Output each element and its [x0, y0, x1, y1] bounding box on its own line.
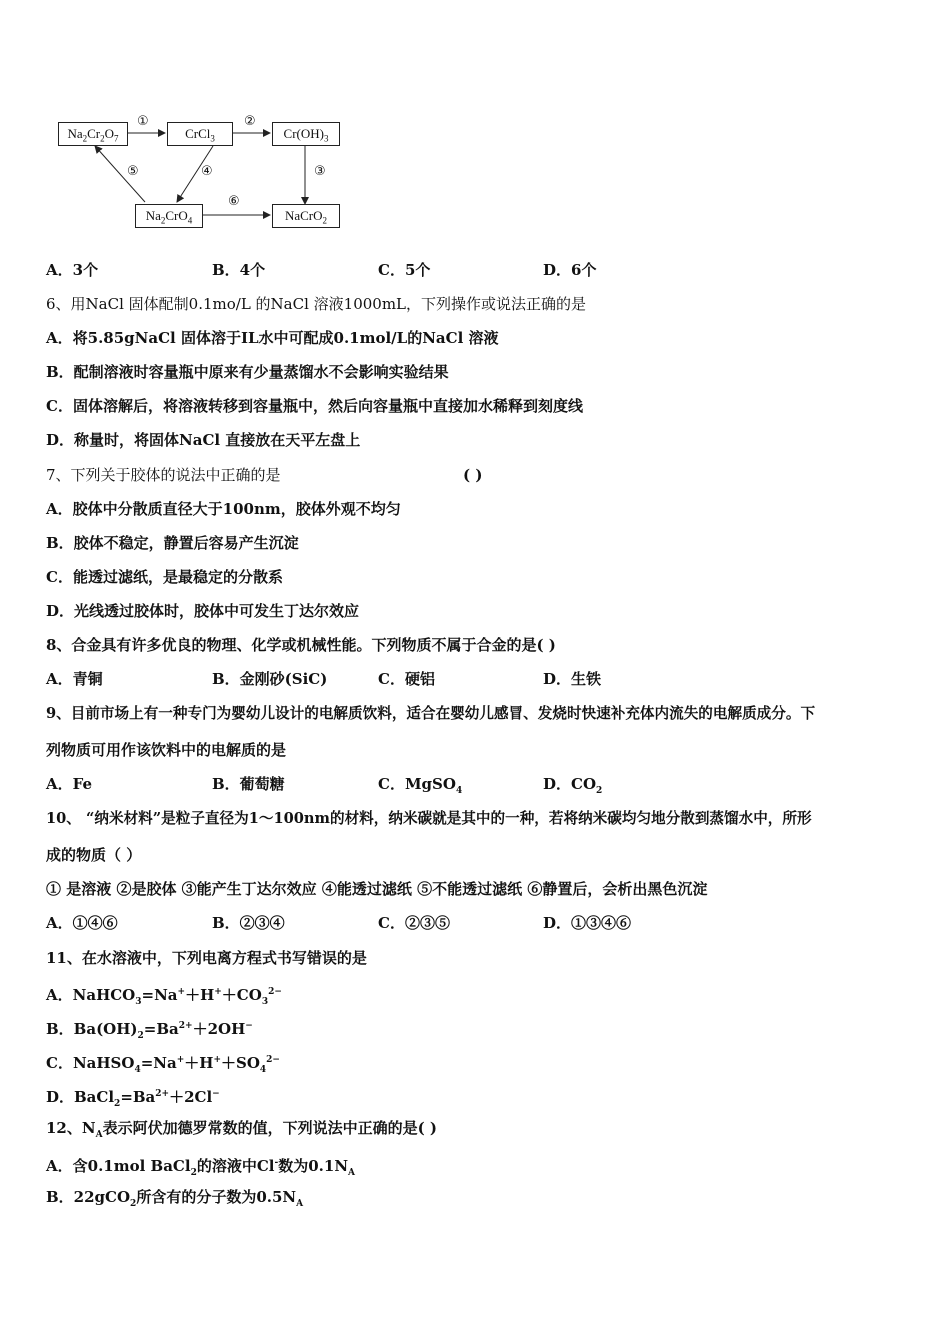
- q5-option-d: D．6个: [543, 261, 597, 279]
- q9-stem-line1: 9、目前市场上有一种专门为婴幼儿设计的电解质饮料，适合在婴幼儿感冒、发烧时快速补充体内流失的电解质成分。下: [46, 705, 816, 722]
- q10-option-a: A．①④⑥: [46, 914, 118, 932]
- q12-option-b: B．22gCO$_2$所含有的分子数为$0.5N_A$: [46, 1188, 304, 1209]
- q12-stem: 12、$N_A$表示阿伏加德罗常数的值，下列说法中正确的是( ): [46, 1119, 437, 1140]
- q7-option-b: B．胶体不稳定，静置后容易产生沉淀: [46, 534, 299, 552]
- node-na2cro4: $Na_2CrO_4$: [135, 204, 203, 228]
- q11-option-a: A．$NaHCO_3=Na^++H^++CO_3^{2-}$: [46, 986, 282, 1007]
- chromium-conversion-diagram: [55, 112, 345, 232]
- q11-option-b: B．$Ba(OH)_2=Ba^{2+}+2OH^-$: [46, 1020, 253, 1041]
- q7-option-d: D．光线透过胶体时，胶体中可发生丁达尔效应: [46, 602, 360, 620]
- q10-option-b: B．②③④: [212, 914, 285, 932]
- q8-option-b: B．金刚砂(SiC): [212, 670, 328, 688]
- node-crcl3: CrCl$_3$: [167, 122, 233, 146]
- q9-option-a: A．Fe: [46, 775, 93, 793]
- q11-stem: 11、在水溶液中，下列电离方程式书写错误的是: [46, 949, 367, 967]
- q11-option-d: D．$BaCl_2=Ba^{2+}+2Cl^-$: [46, 1088, 220, 1109]
- q11-option-c: C．$NaHSO_4=Na^++H^++SO_4^{2-}$: [46, 1054, 280, 1075]
- q10-stem-line2: 成的物质（ ）: [46, 846, 142, 864]
- q6-stem: 6、用NaCl 固体配制0.1mo/L 的NaCl 溶液1000mL，下列操作或说法正确的是: [46, 295, 587, 313]
- q7-stem: 7、下列关于胶体的说法中正确的是: [46, 466, 281, 484]
- arrow-label-4: ④: [201, 164, 213, 179]
- q9-option-b: B．葡萄糖: [212, 775, 285, 793]
- q6-option-a: A．将5.85gNaCl 固体溶于IL水中可配成0.1mol/L的NaCl 溶液: [46, 329, 499, 347]
- q12-option-a: A．含0.1mol BaCl$_2$的溶液中Cl-数为$0.1N_A$: [46, 1157, 356, 1178]
- q8-option-c: C．硬铝: [378, 670, 435, 688]
- arrow-label-1: ①: [137, 114, 149, 129]
- arrow-label-6: ⑥: [228, 194, 240, 209]
- q7-option-a: A．胶体中分散质直径大于100nm，胶体外观不均匀: [46, 500, 401, 518]
- node-croh3: $Cr(OH)_3$: [272, 122, 340, 146]
- node-nacro2: NaCrO$_2$: [272, 204, 340, 228]
- q10-stem-line1: 10、 “纳米材料”是粒子直径为1～100nm的材料，纳米碳就是其中的一种，若将纳米碳均匀地分散到蒸馏水中，所形: [46, 810, 812, 827]
- q5-option-c: C．5个: [378, 261, 431, 279]
- q10-option-d: D．①③④⑥: [543, 914, 632, 932]
- arrow-label-5: ⑤: [127, 164, 139, 179]
- q7-answer-paren: ( ): [463, 466, 483, 484]
- q10-statements: ① 是溶液 ②是胶体 ③能产生丁达尔效应 ④能透过滤纸 ⑤不能透过滤纸 ⑥静置后，会析出黑色沉淀: [46, 880, 708, 898]
- q6-option-d: D．称量时，将固体NaCl 直接放在天平左盘上: [46, 431, 361, 449]
- q9-option-d: D．$CO_2$: [543, 775, 603, 796]
- q9-option-c: C．MgSO$_4$: [378, 775, 463, 796]
- q8-stem: 8、合金具有许多优良的物理、化学或机械性能。下列物质不属于合金的是( ): [46, 636, 556, 654]
- q8-option-a: A．青铜: [46, 670, 103, 688]
- q9-stem-line2: 列物质可用作该饮料中的电解质的是: [46, 741, 287, 759]
- q6-option-b: B．配制溶液时容量瓶中原来有少量蒸馏水不会影响实验结果: [46, 363, 449, 381]
- q5-option-a: A．3个: [46, 261, 99, 279]
- arrow-label-2: ②: [244, 114, 256, 129]
- arrow-label-3: ③: [314, 164, 326, 179]
- q5-option-b: B．4个: [212, 261, 266, 279]
- q7-option-c: C．能透过滤纸，是最稳定的分散系: [46, 568, 283, 586]
- q10-option-c: C．②③⑤: [378, 914, 450, 932]
- q6-option-c: C．固体溶解后，将溶液转移到容量瓶中，然后向容量瓶中直接加水稀释到刻度线: [46, 397, 583, 415]
- node-na2cr2o7: $Na_2Cr_2O_7$: [58, 122, 128, 146]
- q8-option-d: D．生铁: [543, 670, 602, 688]
